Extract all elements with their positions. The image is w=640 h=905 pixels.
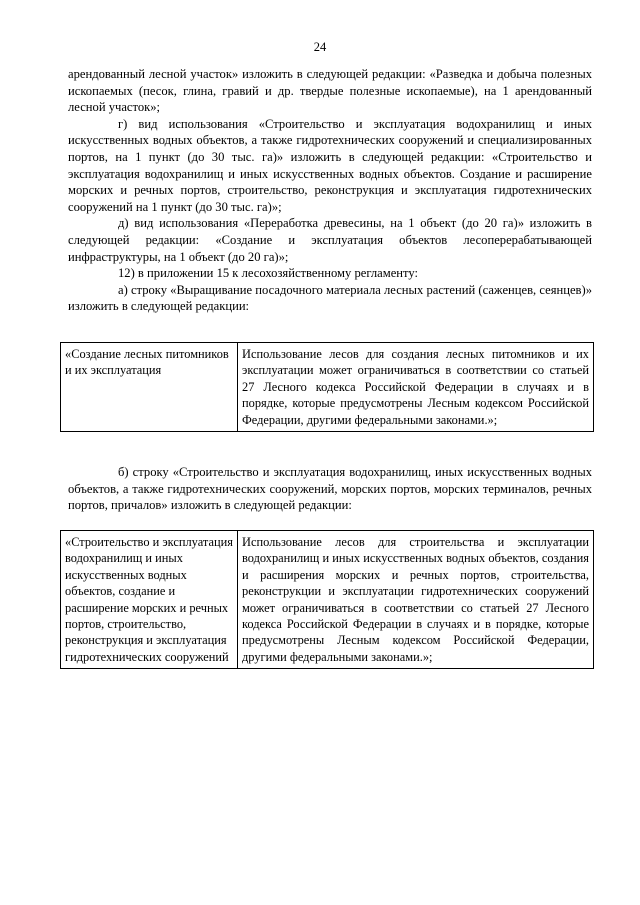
- table-row: [61, 531, 594, 669]
- paragraph-d: д) вид использования «Переработка древесины, на 1 объект (до 20 га)» изложить в следующей редакции: «Создание и эксплуатация объектов лесоперерабатывающей инфраструктуры, на 1 объект (до 20 га)»;: [68, 216, 592, 264]
- table-cell-left: «Создание лесных питомников и их эксплуатация: [61, 343, 238, 432]
- table-cell-right: Использование лесов для строительства и эксплуатации водохранилищ и иных искусственных водных объектов, создания и расширения морских и речных портов, строительства, реконструкции и эксплуатации гидротехнических сооружений может ограничиваться в соответствии со статьей 27 Лесного кодекса Российской Федерации в случаях и в порядке, которые предусмотрены Лесным кодексом Российской Федерации, другими федеральными законами.»;: [238, 531, 594, 669]
- paragraph-b: б) строку «Строительство и эксплуатация водохранилищ, иных искусственных водных объектов, а также гидротехнических сооружений, морских портов, морских терминалов, речных портов, причалов» изложить в следующей редакции:: [68, 465, 592, 513]
- paragraph-a: а) строку «Выращивание посадочного материала лесных растений (саженцев, сеянцев)» изложить в следующей редакции:: [68, 282, 592, 314]
- table-cell-right: Использование лесов для создания лесных питомников и их эксплуатации может ограничиваться в соответствии со статьей 27 Лесного кодекса Российской Федерации в случаях и в порядке, которые предусмотрены Лесным кодексом Российской Федерации, другими федеральными законами.»;: [238, 343, 594, 432]
- page-number: 24: [313, 40, 327, 54]
- top-text: [68, 66, 592, 315]
- paragraph-12: 12) в приложении 15 к лесохозяйственному регламенту:: [118, 266, 419, 281]
- table-row: [61, 343, 594, 432]
- paragraph-continuation: арендованный лесной участок» изложить в следующей редакции: «Разведка и добыча полезных ископаемых (песок, глина, гравий и др. твердые полезные ископаемые), на 1 арендованный лесной участок»;: [68, 67, 592, 115]
- table-reservoirs: [60, 530, 594, 669]
- table-nursery: [60, 342, 594, 432]
- paragraph-g: г) вид использования «Строительство и эксплуатация водохранилищ и иных искусственных водных объектов, а также гидротехнических сооружений и специализированных портов, на 1 пункт (до 30 тыс. га)» изложить в следующей редакции: «Строительство и эксплуатация водохранилищ и иных искусственных водных объектов. Создание и расширение морских и речных портов, строительство, реконструкция и эксплуатация гидротехнических сооружений на 1 пункт (до 30 тыс. га)»;: [68, 116, 592, 214]
- table-cell-left: «Строительство и эксплуатация водохранилищ и иных искусственных водных объектов, создание и расширение морских и речных портов, строительство, реконструкция и эксплуатация гидротехнических сооружений: [61, 531, 238, 669]
- middle-text: [68, 464, 592, 514]
